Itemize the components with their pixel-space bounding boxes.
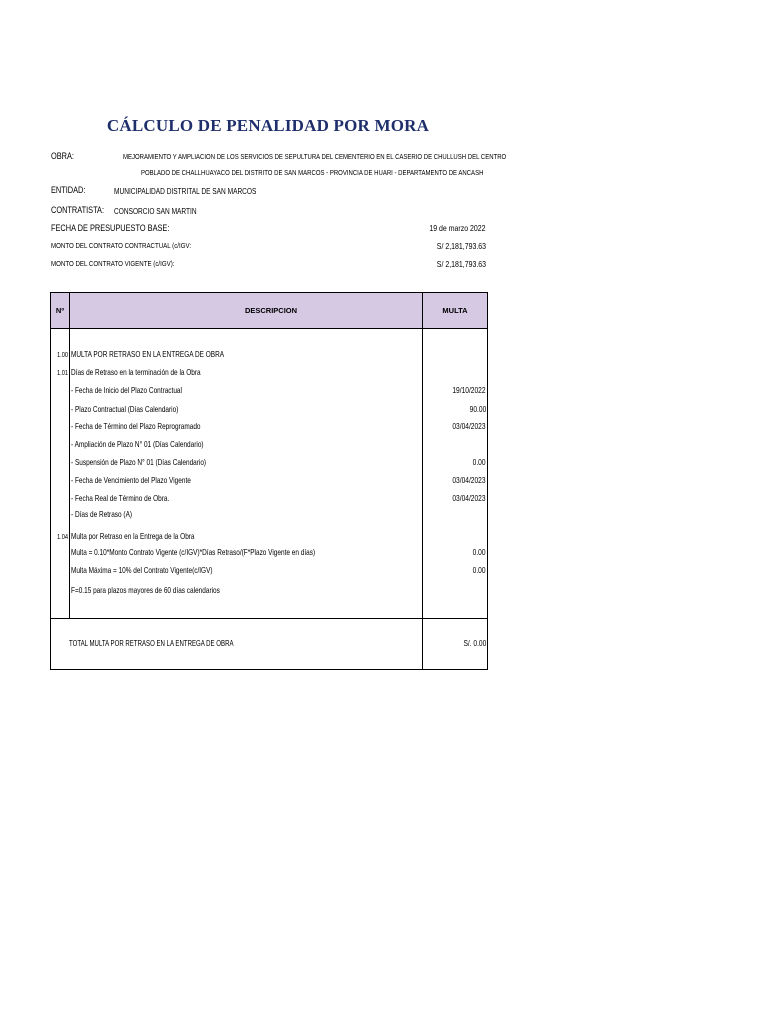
- total-label: TOTAL MULTA POR RETRASO EN LA ENTREGA DE OBRA: [69, 639, 234, 648]
- item-number: 1.01: [57, 368, 69, 377]
- entidad-label: ENTIDAD:: [51, 185, 86, 195]
- header-number: Nº: [55, 306, 65, 315]
- header-multa: MULTA: [442, 306, 468, 315]
- monto-contractual-value: S/ 2,181,793.63: [436, 241, 486, 251]
- item-value: 90.00: [469, 404, 486, 414]
- item-description: MULTA POR RETRASO EN LA ENTREGA DE OBRA: [71, 349, 225, 359]
- item-number: 1.04: [57, 532, 69, 541]
- obra-description-line-2: POBLADO DE CHALLHUAYACO DEL DISTRITO DE SAN MARCOS - PROVINCIA DE HUARI - DEPARTAMENTO DE ANCASH: [141, 168, 484, 177]
- obra-label: OBRA:: [51, 151, 74, 161]
- total-value: S/. 0.00: [463, 638, 486, 648]
- item-description: - Suspensión de Plazo N° 01 (Días Calendario): [71, 457, 207, 467]
- item-description: - Ampliación de Plazo N° 01 (Días Calendario): [71, 439, 204, 449]
- item-description: - Fecha Real de Término de Obra.: [71, 493, 170, 503]
- column-divider: [422, 293, 423, 669]
- item-description: - Fecha de Término del Plazo Reprogramado: [71, 421, 201, 431]
- item-description: Multa Máxima = 10% del Contrato Vigente(c/IGV): [71, 565, 213, 575]
- fecha-presupuesto-value: 19 de marzo 2022: [429, 223, 486, 233]
- column-divider: [69, 329, 70, 619]
- item-value: 03/04/2023: [452, 421, 486, 431]
- total-divider: [51, 618, 487, 619]
- page-title: CÁLCULO DE PENALIDAD POR MORA: [106, 116, 430, 135]
- item-description: Multa = 0.10*Monto Contrato Vigente (c/IGV)*Días Retraso/(F*Plazo Vigente en días): [71, 547, 316, 557]
- item-description: F=0.15 para plazos mayores de 60 días calendarios: [71, 585, 220, 595]
- penalty-table: [50, 292, 488, 670]
- item-description: - Fecha de Vencimiento del Plazo Vigente: [71, 475, 191, 485]
- contratista-value: CONSORCIO SAN MARTIN: [114, 207, 197, 216]
- column-divider: [69, 293, 70, 329]
- item-value: 03/04/2023: [452, 493, 486, 503]
- item-value: 0.00: [473, 565, 486, 575]
- item-description: - Días de Retraso (A): [71, 509, 133, 519]
- item-value: 19/10/2022: [452, 385, 486, 395]
- item-value: 0.00: [473, 547, 486, 557]
- item-number: 1.00: [57, 350, 69, 359]
- item-description: Días de Retraso en la terminación de la Obra: [71, 367, 201, 377]
- fecha-presupuesto-label: FECHA DE PRESUPUESTO BASE:: [51, 223, 170, 233]
- monto-contractual-label: MONTO DEL CONTRATO CONTRACTUAL (c/IGV:: [51, 241, 192, 250]
- item-description: Multa por Retraso en la Entrega de la Obra: [71, 531, 195, 541]
- item-description: - Plazo Contractual (Días Calendario): [71, 404, 179, 414]
- contratista-label: CONTRATISTA:: [51, 205, 105, 215]
- item-value: 0.00: [473, 457, 486, 467]
- entidad-value: MUNICIPALIDAD DISTRITAL DE SAN MARCOS: [114, 187, 257, 196]
- header-description: DESCRIPCION: [244, 306, 298, 315]
- monto-vigente-value: S/ 2,181,793.63: [436, 259, 486, 269]
- monto-vigente-label: MONTO DEL CONTRATO VIGENTE (c/IGV):: [51, 259, 175, 268]
- obra-description-line-1: MEJORAMIENTO Y AMPLIACION DE LOS SERVICIOS DE SEPULTURA DEL CEMENTERIO EN EL CASERIO DE CHULLUSH DEL CENTRO: [123, 152, 507, 161]
- item-description: - Fecha de Inicio del Plazo Contractual: [71, 385, 182, 395]
- item-value: 03/04/2023: [452, 475, 486, 485]
